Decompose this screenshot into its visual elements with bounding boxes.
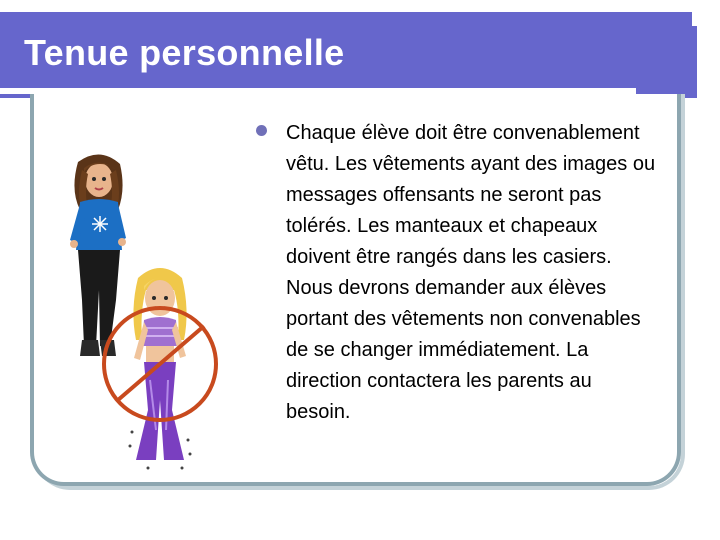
slide-title: Tenue personnelle	[24, 32, 345, 73]
bullet-dot	[256, 125, 267, 136]
inappropriate-outfit-figure-icon	[129, 268, 192, 470]
dress-code-illustration	[60, 150, 240, 480]
title-corner	[692, 12, 720, 26]
bullet-text: Chaque élève doit être convenablement vêtu. Les vêtements ayant des images ou messages offensants ne seront pas tolérés. Les manteaux et chapeaux doivent être rangés dans les casiers. Nous devrons demander aux élèves portant des vêtements non convenables de se changer immédiatement. La direction contactera les parents au besoin.	[286, 122, 656, 423]
